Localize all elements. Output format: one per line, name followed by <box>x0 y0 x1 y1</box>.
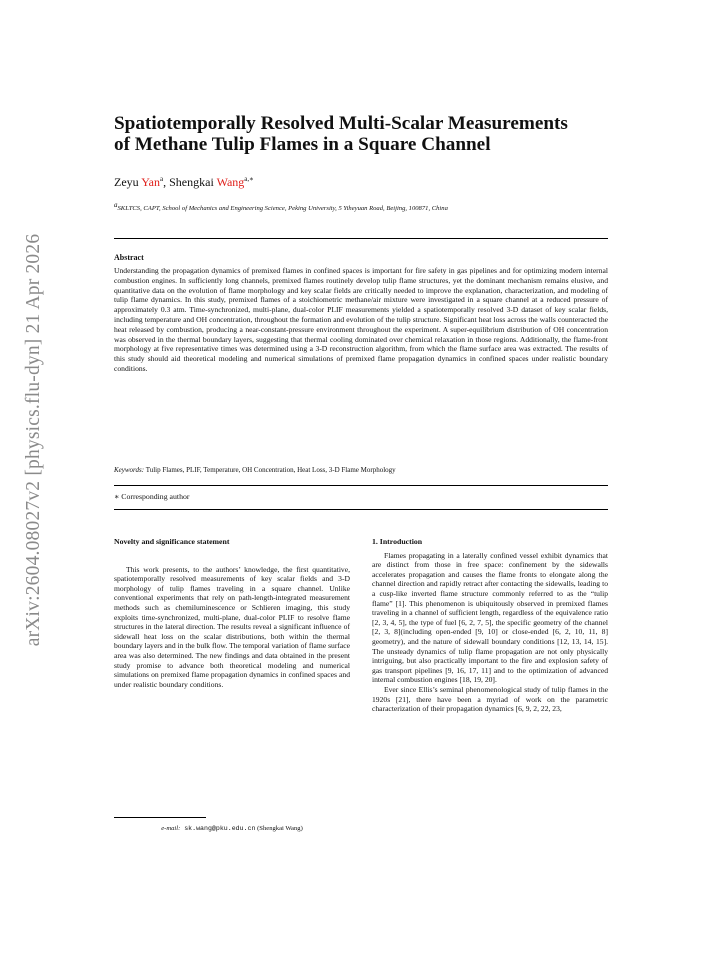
front-matter-rule <box>114 509 608 510</box>
author-1-affil-mark: a <box>160 175 164 183</box>
email-owner: (Shengkai Wang) <box>255 825 303 832</box>
keywords <box>114 466 396 474</box>
affiliation <box>114 201 448 213</box>
novelty-heading: Novelty and significance statement <box>114 537 230 546</box>
author-2-affil-mark: a,∗ <box>244 175 254 183</box>
novelty-paragraph: This work presents, to the authors’ knowledge, the first quantitative, spatiotemporally resolved measurements of key scalar fields and 3-D morphology of tulip flames traveling in a square channel. Unlike conventional experiments that rely on path-length-integrated measurement methods such as chemiluminescence or Schlieren imaging, this study exploits time-synchronized, multi-plane, dual-color PLIF to resolve flame structures in the lateral direction. The results reveal a significant influence of sidewall heat loss on the scalar distributions, both within the thermal boundary layers and in the bulk flow. The temporal variation of flame surface area was also determined. The new findings and data obtained in the present study promise to advance both theoretical modeling and numerical simulations on premixed flame propagation dynamics in confined spaces and under realistic boundary conditions. <box>114 564 350 689</box>
arxiv-identifier-text: arXiv:2604.08027v2 [physics.flu-dyn] 21 Apr 2026 <box>23 233 44 647</box>
introduction-heading: 1. Introduction <box>372 537 423 546</box>
abstract-heading: Abstract <box>114 253 144 262</box>
introduction-paragraph-2: Ever since Ellis’s seminal phenomenological study of tulip flames in the 1920s [21], there have been a myriad of work on the parametric characterization of their propagation dynamics [6, 9, 2, 22, 23, <box>372 684 608 714</box>
email-footnote <box>114 825 350 832</box>
author-list <box>114 175 254 190</box>
introduction-section <box>372 537 608 714</box>
footnote-rule <box>114 817 206 818</box>
arxiv-identifier <box>18 220 50 660</box>
author-1-first: Zeyu <box>114 175 142 189</box>
paper-title <box>114 114 608 155</box>
title-line-1: Spatiotemporally Resolved Multi-Scalar Measurements <box>114 113 568 134</box>
author-1-link[interactable]: Yan <box>141 175 161 189</box>
abstract-body: Understanding the propagation dynamics of premixed flames in confined spaces is important for fire safety in gas pipelines and for optimizing modern internal combustion engines. In sufficiently long channels, premixed flames routinely develop tulip flame structures, yet the dominant mechanism remains elusive, and quantitative data on the evolution of flame morphology and key scalar fields are critically needed to improve the explanation, characterization, and modeling of tulip flame dynamics. In this study, premixed flames of a stoichiometric methane/air mixture were investigated in a square channel at a reduced pressure of approximately 0.3 atm. Time-synchronized, multi-plane, dual-color PLIF measurements yielded a spatiotemporally resolved 3-D dataset of key scalar fields, including temperature and OH concentration, throughout the formation and evolution of the tulip structure. Significant heat loss across the walls counteracted the heat released by combustion, producing a near-constant-pressure environment throughout the experiment. A super-equilibrium distribution of OH concentration was observed in the thermal boundary layers, suggesting that thermal cooling dominated over chemical relaxation in those regions. Additionally, the flame-front morphology at five representative times was determined using a 3-D reconstruction algorithm, from which the flame surface area was extracted. The results of this study should aid theoretical modeling and numerical simulations of premixed flame propagation dynamics in confined spaces under realistic boundary conditions. <box>114 266 608 373</box>
author-separator: , Shengkai <box>163 175 217 189</box>
affiliation-text: SKLTCS, CAPT, School of Mechanics and Engineering Science, Peking University, 5 Yiheyuan Road, Beijing, 100871, China <box>117 205 448 213</box>
abstract-bottom-rule <box>114 485 608 486</box>
novelty-section <box>114 537 350 689</box>
email-address[interactable]: sk.wang@pku.edu.cn <box>180 825 256 832</box>
corresponding-author-note: ∗ Corresponding author <box>114 492 190 501</box>
introduction-paragraph-1: Flames propagating in a laterally confined vessel exhibit dynamics that are distinct from those in free space: confinement by the sidewalls accelerates propagation and causes the flame fronts to elongate along the channel direction and rapidly retract after contacting the sidewalls, leading to a cusp-like inverted flame structure commonly referred to as the “tulip flame” [1]. This phenomenon is ubiquitously observed in premixed flames traveling in a channel of sufficient length, regardless of the equivalence ratio [2, 3, 4, 5], the type of fuel [6, 2, 7, 5], the specific geometry of the channel [2, 3, 8](including open-ended [9, 10] or close-ended [6, 2, 10, 11, 8] geometry), and the nature of sidewall boundary conditions [12, 13, 14, 15]. The unsteady dynamics of tulip flame propagation are not only physically intriguing, but also practically important to the fire and explosion safety of gas transport pipelines [9, 16, 17, 11] and to the optimization of advanced internal combustion engines [18, 19, 20]. <box>372 550 608 685</box>
email-label: e-mail: <box>161 825 181 832</box>
abstract-top-rule <box>114 238 608 239</box>
keywords-list: Tulip Flames, PLIF, Temperature, OH Concentration, Heat Loss, 3-D Flame Morphology <box>144 466 396 474</box>
title-line-2: of Methane Tulip Flames in a Square Channel <box>114 133 491 155</box>
affiliation-mark: a <box>114 201 118 209</box>
keywords-label: Keywords: <box>114 466 145 474</box>
author-2-link[interactable]: Wang <box>216 175 245 189</box>
